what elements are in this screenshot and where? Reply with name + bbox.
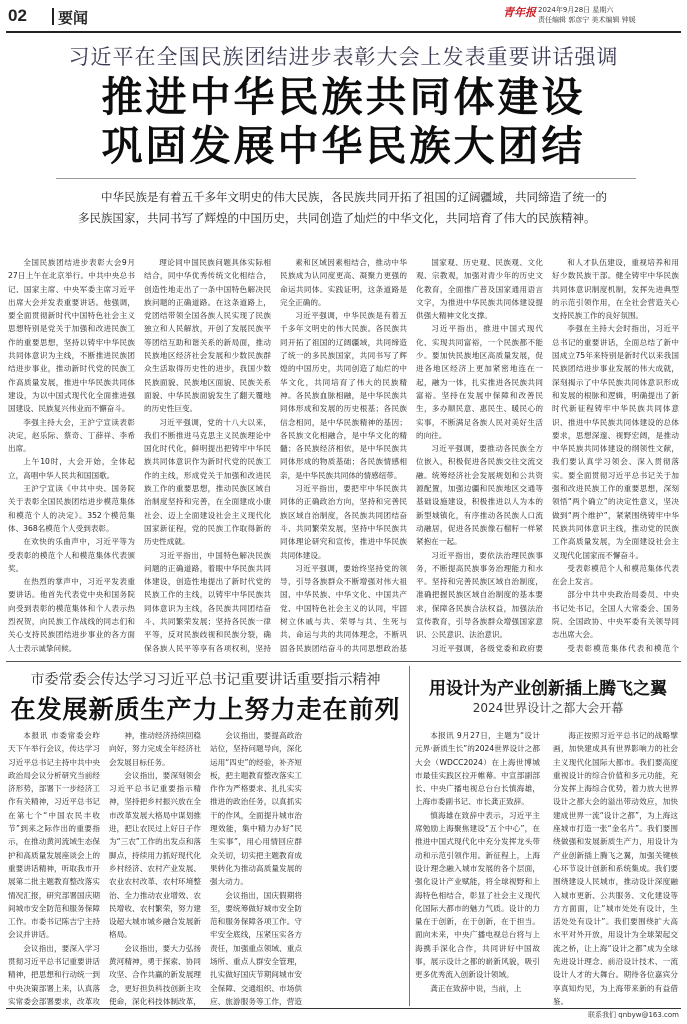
paragraph: 上午10时，大会开始，全体起立，高唱中华人民共和国国歌。 <box>8 457 135 480</box>
article3-column-2 <box>553 729 678 1007</box>
footer-rule <box>6 1008 681 1009</box>
paragraph: 习近平强调，各级党委和政府要 <box>431 643 543 653</box>
article2-kicker: 市委常委会传达学习习近平总书记重要讲话重要指示精神 <box>30 672 381 688</box>
paragraph: 会议指出，国庆假期将至，要统筹做好城市安全防范和服务保障各项工作。守牢安全底线，压紧压实各方责任，加强重点领域、重点场所、重点人群安全管理，扎实做好国庆节期间城市安全保障、交通组织、市场供应、旅游服务等工作，营造 <box>210 890 302 1006</box>
issue-date: 2024年9月28日 星期六 <box>538 6 614 14</box>
paragraph: 本报讯 市委常委会昨天下午举行会议，传达学习习近平总书记主持中共中央政治局会议分析研究当前经济形势，部署下一步经济工作有关精神，习近平总书记在第七个“中国农民丰收节”到来之际作出的重要指示，在推动黄河流域生态保护和高质量发展座谈会上的重要讲话精神，听取我市开展第二批主题教育整改落实情况汇报，研究部署国庆期间城市安全防范和服务保障工作。市委书记陈吉宁主持会议并讲话。 <box>8 731 100 940</box>
paragraph: 在欢快的乐曲声中，习近平等为受表彰的模范个人和模范集体代表颁奖。 <box>8 537 135 573</box>
section-title: 要闻 <box>58 9 89 27</box>
paragraph: 李强主持大会，王沪宁宣读表彰决定，赵乐际、蔡奇、丁薛祥、李希出席。 <box>8 417 135 454</box>
paragraph: 会议指出，要深入学习贯彻习近平总书记重要讲话精神，把思想和行动统一到中央决策部署上来，认真落实常委会部署要求，改革攻 <box>8 943 100 1006</box>
issue-editors: 责任编辑 郭彦宁 美术编辑 钟媛 <box>538 16 636 24</box>
paragraph: 慎海雄在致辞中表示，习近平主席勉励上海聚焦建设“五个中心”，在推进中国式现代化中充分发挥龙头带动和示范引领作用。新征程上，上海设计理念融入城市发展的各个层面，强化设计产业赋能，将全球视野和上海特色相结合，彰显了社会主义现代化国际大都市的魅力气质。设计的力量在于创新，在于创新，在于担当。面向未来，中央广播电视总台将与上海携手深化合作，共同讲好中国故事，展示设计之都的崭新风貌，吸引更多优秀流入创新设计领域。 <box>415 810 540 980</box>
paragraph: 会议指出，要大力弘扬黄河精神，勇于探索、协同攻坚、合作共赢的新发展理念，更好担负科技创新主攻使命，深化科技体制改革， <box>109 943 201 1006</box>
article1-column-4 <box>416 256 543 655</box>
article1-column-1 <box>8 256 135 655</box>
paragraph: 全国民族团结进步表彰大会9月27日上午在北京举行。中共中央总书记、国家主席、中央军委主席习近平出席大会并发表重要讲话。他强调，要全面贯彻新时代中国特色社会主义思想特别是党关于加强和改进民族工作的重要思想，坚持以铸牢中华民族共同体意识为主线，不断推进民族团结进步事业，推动新时代党的民族工作高质量发展，推进中华民族共同体建设，为以中国式现代化全面推进强国建设、民族复兴伟业而不懈奋斗。 <box>8 258 135 414</box>
paragraph: 习近平指出，要把牢中华民族共同体的正确政治方向，坚持和完善民族区域自治制度，各民族共同团结奋斗、共同繁荣发展，坚持中华民族共同体理论研究和宣传，推进中华民族共同体建设。 <box>280 484 407 560</box>
paragraph: 神，推动经济持续回稳向好，努力完成全年经济社会发展目标任务。 <box>109 731 201 767</box>
paragraph: 受表彰模范集体代表和模范个 <box>567 643 679 653</box>
article2-column-2 <box>109 729 201 1007</box>
paragraph: 部分中共中央政治局委员、中央书记处书记，全国人大常委会、国务院、全国政协、中央军委有关领导同志出席大会。 <box>552 590 679 640</box>
article2-headline: 在发展新质生产力上努力走在前列 <box>10 695 401 724</box>
article2-column-4 <box>311 729 403 1007</box>
paragraph: 习近平强调，要始终坚持党的领导，引导各族群众不断增强对伟大祖国、中华民族、中华文化、中国共产党、中国特色社会主义的认同，牢固树立休戚与共、荣辱与共、生死与共、命运与共的共同体理念，不断巩固各民族团结奋斗的共同思想政治基 <box>280 563 407 653</box>
paragraph: 王沪宁宣读《中共中央、国务院关于表彰全国民族团结进步模范集体和模范个人的决定》。352个模范集体、368名模范个人受到表彰。 <box>8 484 135 533</box>
header-rule <box>6 31 681 33</box>
paragraph: 素和区域因素相结合，推动中华民族成为认同度更高、凝聚力更强的命运共同体。实践证明，这条道路是完全正确的。 <box>280 258 407 307</box>
paragraph: 习近平强调，党的十八大以来，我们不断推进马克思主义民族理论中国化时代化，鲜明提出把铸牢中华民族共同体意识作为新时代党的民族工作的主线，形成党关于加强和改进民族工作的重要思想，推动民族区域自治制度坚持和完善，在全面建成小康社会、迈上全面建设社会主义现代化国家新征程，党的民族工作取得新的历史性成就。 <box>144 417 271 547</box>
article3-column-1 <box>415 729 540 1007</box>
paragraph: 国家观、历史观、民族观、文化观、宗教观，加强对青少年的历史文化教育，全面推广普及国家通用语言文字，为推进中华民族共同体建设提供强大精神文化支撑。 <box>416 258 543 321</box>
paragraph: 和人才队伍建设，重视培养和用好少数民族干部。健全铸牢中华民族共同体意识制度机制，发挥先进典型的示范引领作用，在全社会营造关心支持民族工作的良好氛围。 <box>552 258 679 321</box>
article2-column-1 <box>8 729 100 1007</box>
article3-headline: 用设计为产业创新插上腾飞之翼 <box>429 679 667 699</box>
article1-column-3 <box>280 256 407 655</box>
page-number: 02 <box>8 6 27 25</box>
footer-contact: 联系我们 qnbyw@163.com <box>588 1011 679 1019</box>
article3-subhead: 2024世界设计之都大会开幕 <box>472 701 624 715</box>
paragraph: 会议指出，要提高政治站位，坚持问题导向，深化运用“四史”的经验，补齐短板，把主题教育整改落实工作作为严格要求、扎扎实实推进的政治任务，以真抓实干的作风，全面提升城市治理效能，集中精力办好“民生实事”，用心用情回应群众关切，切实把主题教育成果转化为推动高质量发展的强大动力。 <box>210 731 302 887</box>
paragraph: 海正按照习近平总书记的战略擘画，加快建成具有世界影响力的社会主义现代化国际大都市。我们要高度重视设计的综合价值和多元功能，充分发挥上海综合优势，着力放大世界设计之都大会的溢出带动效应，加快建成世界一流“设计之都”，为上海这座城市打造一张“金名片”。我们要围绕做强和发展新质生产力，用设计为产业创新插上腾飞之翼，加强关键核心环节设计创新和系统集成。我们要围绕建设人民城市，推动设计深度融入城市更新、公共服务、文化建设等方方面面，让“城市处处有设计，生活处处有设计”。我们要围绕扩大高水平对外开放，用设计为全球架起交流之桥，让上海“设计之都”成为全球先进设计理念、前沿设计技术、一流设计人才的大舞台。期待各位嘉宾分享真知灼见，为上海带来新的有益借鉴。 <box>553 731 678 1006</box>
section-divider <box>52 8 54 25</box>
column-separator <box>409 666 410 1006</box>
paragraph: 习近平指出，要依法治理民族事务，不断提高民族事务治理能力和水平。坚持和完善民族区域自治制度，准确把握民族区域自治制度的基本要求，保障各民族合法权益，加强法治宣传教育，引导各族群众增强国家意识、公民意识、法治意识。 <box>416 550 543 640</box>
article1-headline-line2: 巩固发展中华民族大团结 <box>101 122 586 170</box>
paragraph: 会议指出，要深刻领会习近平总书记重要指示精神，坚持把乡村振兴放在全市改革发展大格局中谋划推进，把让农民过上好日子作为“三农”工作的出发点和落脚点，持续用力抓好现代化乡村经济、农村产业发展、农业农村改革、农村环境整治、全力推动农业增效、农民增收、农村繁荣，努力建设超大城市城乡融合发展新格局。 <box>109 770 201 940</box>
paragraph: 习近平指出，中国特色解决民族问题的正确道路，着眼中华民族共同体建设，创造性地提出了新时代党的民族工作的主线，以铸牢中华民族共同体意识为主线，各民族共同团结奋斗、共同繁荣发展；坚持各民族一律平等，反对民族歧视和民族分裂，确保各族人民平等享有各项权利，坚持 <box>144 550 271 653</box>
article1-headline-line1: 推进中华民族共同体建设 <box>101 73 586 121</box>
article2-column-3 <box>210 729 302 1007</box>
paragraph: 李强在主持大会时指出，习近平总书记的重要讲话，全面总结了新中国成立75年来特别是新时代以来我国民族团结进步事业发展的伟大成就，深刻揭示了中华民族共同体意识形成和发展的根脉和逻辑，明确提出了新时代新征程铸牢中华民族共同体意识、推进中华民族共同体建设的总体要求，思想深邃、视野宏阔，是推动中华民族共同体建设的纲领性文献，我们要认真学习领会、深入贯彻落实。要全面贯彻习近平总书记关于加强和改进民族工作的重要思想，深刻领悟“两个确立”的决定性意义，坚决做到“两个维护”，紧紧围绕铸牢中华民族共同体意识主线，推动党的民族工作高质量发展，为全面建设社会主义现代化国家而不懈奋斗。 <box>552 324 679 560</box>
article3-body <box>415 729 681 1007</box>
article2-body <box>8 729 403 1007</box>
paragraph: 在热烈的掌声中，习近平发表重要讲话。他首先代表党中央和国务院向受到表彰的模范集体和个人表示热烈祝贺，向民族工作战线的同志们和关心支持民族团结进步事业的各方面人士表示诚挚问候。 <box>8 577 135 653</box>
paragraph: 本报讯 9月27日，主题为“设计元界·新质生长”的2024世界设计之都大会（WDCC2024）在上海世博城市最佳实践区拉开帷幕。中宣部副部长、中央广播电视总台台长慎海雄，上海市委副书记、市长龚正致辞。 <box>415 731 540 807</box>
article1-column-5 <box>552 256 679 655</box>
paragraph: 理论同中国民族问题具体实际相结合，同中华优秀传统文化相结合，创造性地走出了一条中国特色解决民族问题的正确道路。在这条道路上，党团结带领全国各族人民实现了民族独立和人民解放，开创了发展民族平等团结互助和谐关系的新局面，推动民族地区经济社会发展和少数民族群众生活取得历史性的进步，我国少数民族面貌、民族地区面貌、民族关系面貌、中华民族面貌发生了翻天覆地的历史性巨变。 <box>144 258 271 414</box>
article1-column-2 <box>144 256 271 655</box>
paragraph: 习近平强调，中华民族是有着五千多年文明史的伟大民族。各民族共同开拓了祖国的辽阔疆域，共同缔造了统一的多民族国家，共同书写了辉煌的中国历史，共同创造了灿烂的中华文化，共同培育了伟大的民族精神。各民族血脉相融，是中华民族共同体形成和发展的历史根基；各民族信念相同，是中华民族精神的基因；各民族文化相融合，是中华文化的精髓；各民族经济相依，是中华民族共同体形成的物质基础；各民族情感相亲，是中华民族共同体的情感纽带。 <box>280 311 407 480</box>
paragraph: 龚正在致辞中说，当前，上 <box>430 983 522 993</box>
article1-lead: 中华民族是有着五千多年文明史的伟大民族，各民族共同开拓了祖国的辽阔疆域，共同缔造了统一的多民族国家，共同书写了辉煌的中国历史，共同创造了灿烂的中华文化，共同培育了伟大的民族精神。 <box>78 190 607 225</box>
page-header <box>0 0 687 34</box>
issue-info <box>538 5 636 25</box>
paragraph: 习近平指出，推进中国式现代化、实现共同富裕，一个民族都不能少。要加快民族地区高质量发展，促进各地区经济上更加紧密地连在一起，融为一体，扎实推进各民族共同富裕。坚持在发展中保障和改善民生，多办顺民意、惠民生、暖民心的实事，不断满足各族人民对美好生活的向往。 <box>416 324 543 440</box>
article1-body <box>8 256 681 655</box>
paragraph: 习近平强调，要推动各民族全方位嵌入，积极促进各民族交往交流交融。统筹经济社会发展规划和公共资源配置，加强边疆和民族地区交通等基础设施建设，积极推进以人为本的新型城镇化，有序推动各民族人口流动融居，促进各民族像石榴籽一样紧紧抱在一起。 <box>416 444 543 547</box>
article1-kicker: 习近平在全国民族团结进步表彰大会上发表重要讲话强调 <box>68 45 619 69</box>
section-divider-line <box>6 661 681 662</box>
paragraph: 受表彰模范个人和模范集体代表在会上发言。 <box>552 563 679 587</box>
newspaper-logo: 青年报 <box>503 6 536 19</box>
